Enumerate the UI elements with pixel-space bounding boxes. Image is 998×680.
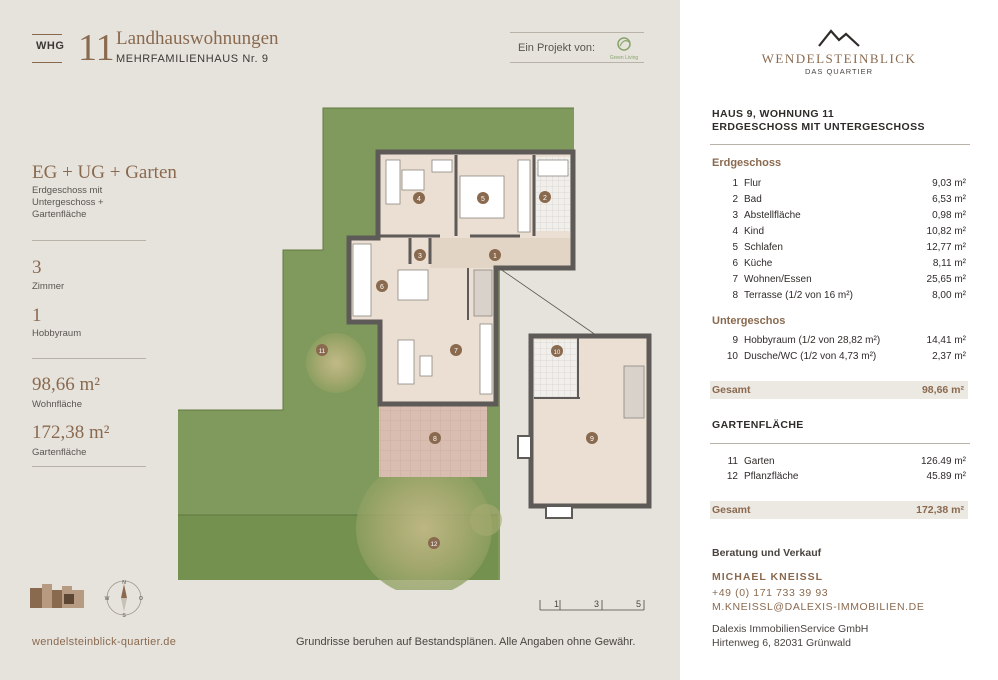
hobby-label: Hobbyraum <box>32 328 82 339</box>
room-marker-6 <box>376 280 388 292</box>
ug-row-number: 9 <box>732 335 738 346</box>
ug-row-number: 10 <box>726 351 738 362</box>
eg-title: Erdgeschoss <box>712 157 782 169</box>
unit-number: 11 <box>78 27 115 69</box>
eg-row-value: 12,77 m² <box>926 242 966 253</box>
brand-tagline: DAS QUARTIER <box>804 67 874 76</box>
eg-row-label: Küche <box>744 258 773 269</box>
room-marker-1 <box>489 249 501 261</box>
total-label: Gesamt <box>712 384 751 396</box>
details-heading-2: ERDGESCHOSS MIT UNTERGESCHOSS <box>712 121 925 133</box>
project-label: Ein Projekt von: <box>518 42 596 54</box>
floors-desc-3: Gartenfläche <box>32 209 87 220</box>
compass-o: O <box>139 596 143 602</box>
project-rule-bottom <box>510 62 644 63</box>
floors-desc-2: Untergeschoss + <box>32 197 104 208</box>
summary-divider-3 <box>32 466 146 467</box>
garden-total-value: 172,38 m² <box>916 504 964 516</box>
garden-row-number: 12 <box>726 471 738 482</box>
room-marker-5-label: 5 <box>481 196 485 203</box>
whg-rule-bottom <box>32 62 62 63</box>
living-area: 98,66 m² <box>32 374 100 395</box>
eg-row-number: 1 <box>732 178 738 189</box>
eg-row-label: Terrasse (1/2 von 16 m²) <box>744 290 853 301</box>
garden-total-label: Gesamt <box>712 504 751 516</box>
contact-address: Hirtenweg 6, 82031 Grünwald <box>712 637 851 649</box>
summary-divider-1 <box>32 240 146 241</box>
room-marker-10 <box>551 345 563 357</box>
compass-icon <box>104 578 144 618</box>
project-rule-top <box>510 32 644 33</box>
living-area-label: Wohnfläche <box>32 399 82 410</box>
ug-row-label: Hobbyraum (1/2 von 28,82 m²) <box>744 335 881 346</box>
room-marker-1-label: 1 <box>493 253 497 260</box>
eg-row-number: 8 <box>732 290 738 301</box>
disclaimer: Grundrisse beruhen auf Bestandsplänen. Alle Angaben ohne Gewähr. <box>296 636 636 648</box>
whg-label: WHG <box>36 40 65 52</box>
room-marker-5 <box>477 192 489 204</box>
eg-row-value: 9,03 m² <box>932 178 966 189</box>
hobby-count: 1 <box>32 305 42 326</box>
garden-row <box>712 456 966 470</box>
garden-area: 172,38 m² <box>32 422 110 443</box>
eg-row-number: 3 <box>732 210 738 221</box>
eg-row-number: 7 <box>732 274 738 285</box>
rooms-count: 3 <box>32 257 42 278</box>
eg-row-value: 10,82 m² <box>926 226 966 237</box>
room-marker-12 <box>428 537 440 549</box>
room-marker-7-label: 7 <box>454 348 458 355</box>
contact-company: Dalexis ImmobilienService GmbH <box>712 623 869 635</box>
scale-3: 3 <box>594 599 600 609</box>
brand-name: WENDELSTEINBLICK <box>761 51 917 66</box>
eg-row <box>712 178 966 192</box>
room-marker-3-label: 3 <box>418 253 422 260</box>
green-living-logo-text: Green Living <box>609 55 639 61</box>
eg-row <box>712 210 966 224</box>
eg-row-value: 0,98 m² <box>932 210 966 221</box>
garden-row-value: 126.49 m² <box>920 456 966 467</box>
eg-row <box>712 258 966 272</box>
eg-row-label: Bad <box>744 194 762 205</box>
page-title: Landhauswohnungen <box>116 28 279 49</box>
room-marker-12-label: 12 <box>430 542 438 548</box>
eg-row <box>712 290 966 304</box>
room-marker-8-label: 8 <box>433 436 437 443</box>
room-marker-7 <box>450 344 462 356</box>
website-link[interactable]: wendelsteinblick-quartier.de <box>32 636 177 648</box>
details-divider-2 <box>710 443 970 444</box>
scale-5: 5 <box>636 599 642 609</box>
ug-row <box>712 335 966 349</box>
contact-phone[interactable]: +49 (0) 171 733 39 93 <box>712 587 829 599</box>
eg-row <box>712 242 966 256</box>
summary-divider-2 <box>32 358 146 359</box>
eg-row-number: 2 <box>732 194 738 205</box>
eg-row-value: 6,53 m² <box>932 194 966 205</box>
room-marker-6-label: 6 <box>380 284 384 291</box>
eg-row-label: Schlafen <box>744 242 783 253</box>
ug-row-label: Dusche/WC (1/2 von 4,73 m²) <box>744 351 877 362</box>
eg-row-number: 4 <box>732 226 738 237</box>
contact-email[interactable]: M.KNEISSL@DALEXIS-IMMOBILIEN.DE <box>712 601 925 613</box>
contact-name: MICHAEL KNEISSL <box>712 571 824 583</box>
eg-row <box>712 226 966 240</box>
details-heading-1: HAUS 9, WOHNUNG 11 <box>712 108 835 120</box>
scale-bar <box>538 596 648 614</box>
garden-row-label: Garten <box>744 456 775 467</box>
compass-s: S <box>122 613 126 618</box>
eg-row-value: 25,65 m² <box>926 274 966 285</box>
eg-row-number: 5 <box>732 242 738 253</box>
eg-row <box>712 274 966 288</box>
garden-row-label: Pflanzfläche <box>744 471 799 482</box>
ug-title: Untergeschos <box>712 315 786 327</box>
eg-row-value: 8,00 m² <box>932 290 966 301</box>
ug-row-value: 14,41 m² <box>926 335 966 346</box>
room-marker-2 <box>539 191 551 203</box>
eg-row-label: Abstellfläche <box>744 210 801 221</box>
ug-row <box>712 351 966 365</box>
green-living-logo <box>606 34 642 62</box>
contact-heading: Beratung und Verkauf <box>712 547 822 559</box>
page-subtitle: MEHRFAMILIENHAUS Nr. 9 <box>116 53 269 65</box>
room-marker-9 <box>586 432 598 444</box>
eg-row-label: Kind <box>744 226 765 237</box>
house-location-icon <box>30 584 86 610</box>
room-marker-3 <box>414 249 426 261</box>
eg-row <box>712 194 966 208</box>
rooms-label: Zimmer <box>32 281 65 292</box>
garden-row <box>712 471 966 485</box>
whg-rule-top <box>32 34 62 35</box>
total-value: 98,66 m² <box>921 384 964 396</box>
room-marker-9-label: 9 <box>590 436 594 443</box>
garden-total-row <box>710 501 968 519</box>
scale-1: 1 <box>554 599 560 609</box>
room-marker-11 <box>316 344 328 356</box>
floor-plan <box>170 100 660 590</box>
floors-desc-1: Erdgeschoss mit <box>32 185 103 196</box>
garden-area-label: Gartenfläche <box>32 447 87 458</box>
details-panel <box>680 0 998 680</box>
room-marker-10-label: 10 <box>553 350 561 356</box>
room-marker-4-label: 4 <box>417 196 421 203</box>
eg-row-value: 8,11 m² <box>932 258 966 269</box>
compass-w: W <box>104 596 110 602</box>
room-marker-4 <box>413 192 425 204</box>
eg-row-label: Flur <box>744 178 762 189</box>
garden-row-value: 45.89 m² <box>926 471 966 482</box>
garden-title: GARTENFLÄCHE <box>712 419 804 431</box>
eg-total-row <box>710 381 968 399</box>
details-divider-1 <box>710 144 970 145</box>
eg-row-label: Wohnen/Essen <box>744 274 812 285</box>
floors-heading: EG + UG + Garten <box>32 162 177 183</box>
room-marker-11-label: 11 <box>318 349 326 355</box>
room-marker-8 <box>429 432 441 444</box>
garden-row-number: 11 <box>727 456 738 467</box>
ug-row-value: 2,37 m² <box>932 351 966 362</box>
eg-row-number: 6 <box>732 258 738 269</box>
compass-n: N <box>122 580 126 586</box>
room-marker-2-label: 2 <box>543 195 547 202</box>
mountain-logo-icon <box>818 28 860 48</box>
